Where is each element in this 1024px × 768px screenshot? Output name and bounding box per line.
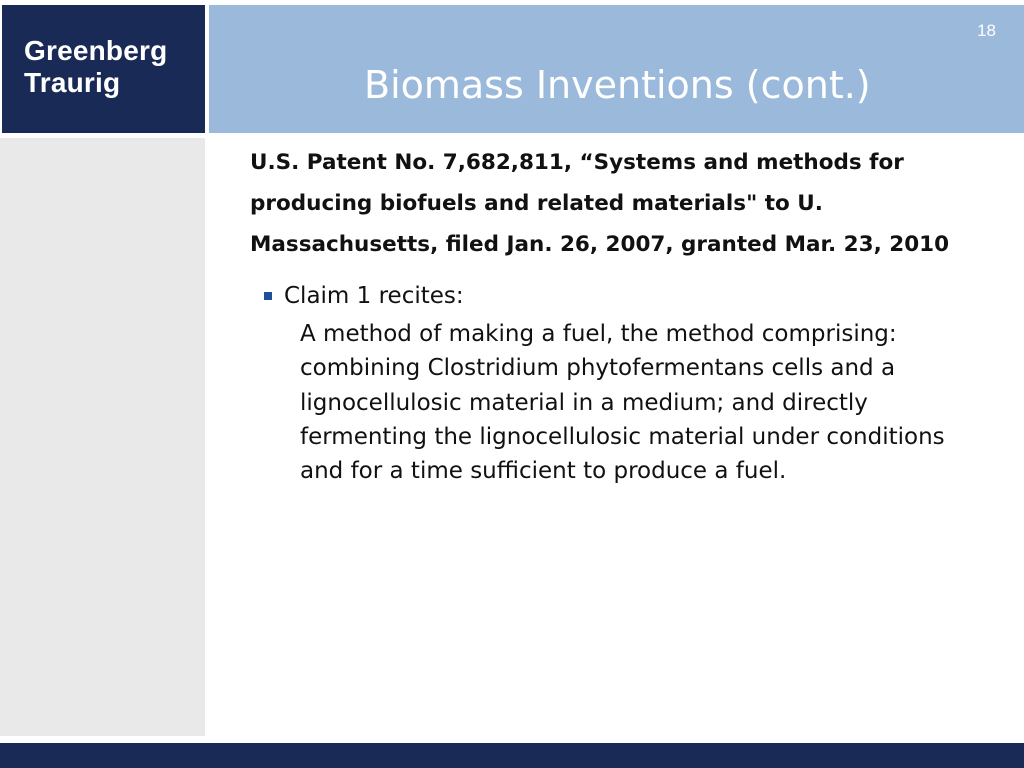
logo-line-2: Traurig xyxy=(24,67,121,98)
patent-heading: U.S. Patent No. 7,682,811, “Systems and methods for producing biofuels and related materials" to U. Massachusetts, filed Jan. 26, 2007, granted Mar. 23, 2010 xyxy=(250,150,950,257)
bullet-item xyxy=(250,279,970,313)
side-panel xyxy=(0,138,205,736)
bullet-text: Claim 1 recites: xyxy=(284,283,464,309)
square-bullet-icon xyxy=(264,292,272,300)
slide-content xyxy=(250,142,970,488)
logo-wordmark xyxy=(24,35,167,99)
logo-line-1: Greenberg xyxy=(24,35,168,66)
header-band xyxy=(209,5,1024,133)
slide-title: Biomass Inventions (cont.) xyxy=(364,63,871,107)
page-number: 18 xyxy=(977,21,996,40)
company-logo xyxy=(2,5,205,133)
footer-bar xyxy=(0,743,1024,768)
claim-text: A method of making a fuel, the method comprising: combining Clostridium phytofermentans cells and a lignocellulosic material in a medium; and directly fermenting the lignocellulosic material under conditions and for a time sufficient to produce a fuel. xyxy=(300,321,945,485)
